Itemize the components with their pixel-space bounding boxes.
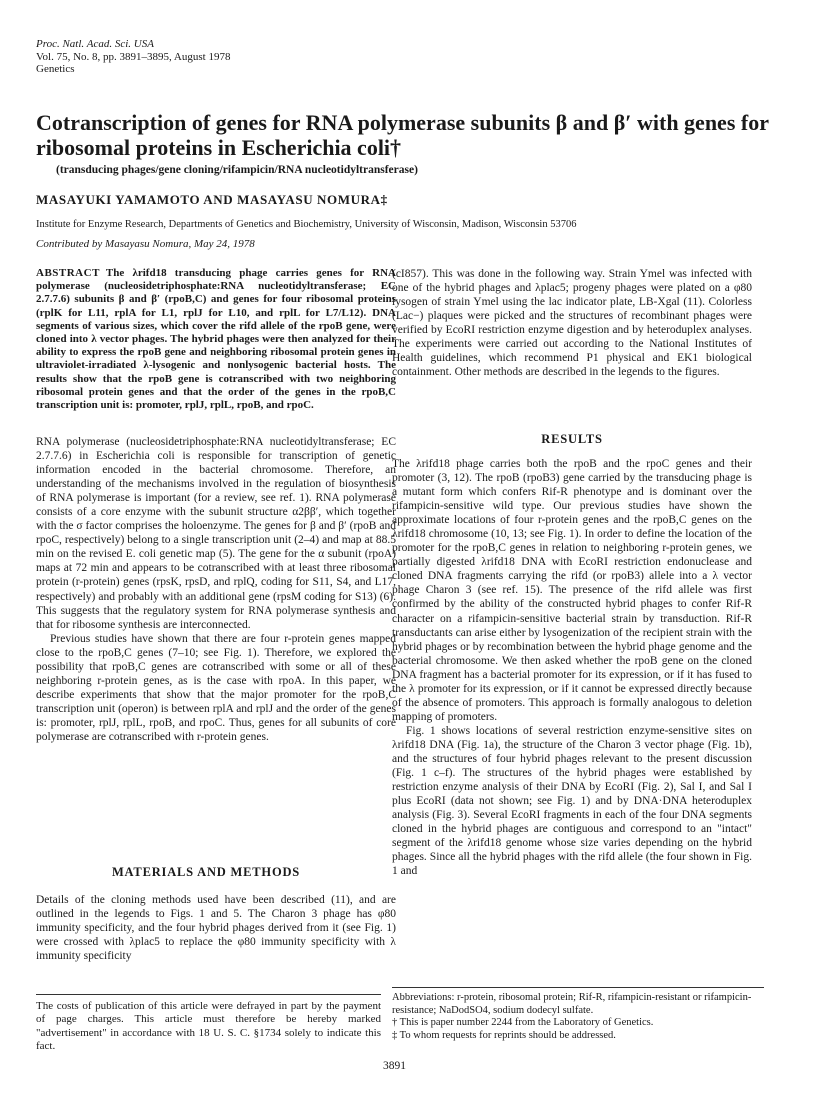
introduction bbox=[36, 435, 396, 744]
results-text bbox=[392, 457, 752, 878]
abstract-label: ABSTRACT bbox=[36, 267, 100, 279]
page-number: 3891 bbox=[383, 1060, 406, 1072]
publication-cost-footnote: The costs of publication of this article were defrayed in part by the payment of page charges. This article must therefore be hereby marked "advertisement" in accordance with 18 U. S. C. §1734 solely to indicate this fact. bbox=[36, 1000, 381, 1052]
results-paragraph: The λrifd18 phage carries both the rpoB and the rpoC genes and their promoter (3, 12). The rpoB (rpoB3) gene carried by the transducing phage is a mutant form which confers Rif-R phenotype and is dominant over the rifampicin-sensitive wild type. Our previous studies have shown the approximate locations of four r-protein genes and the rpoB,C genes on the λrifd18 chromosome (10, 13; see Fig. 1). In order to define the location of the promoter for the rpoB,C genes in relation to neighboring r-protein genes, we partially digested λrifd18 DNA with EcoRI restriction endonuclease and cloned DNA fragments carrying the rifd (or rpoB3) allele into a λ vector phage Charon 3 (see ref. 15). The presence of the rifd allele was first confirmed by the ability of the constructed hybrid phages to confer Rif-R character on a rifampicin-sensitive bacterial strain by transduction. Rif-R transductants can arise either by lysogenization of the recipient strain with the hybrid phages or by recombination between the hybrid phage genome and the bacterial chromosome. We then asked whether the rpoB gene on the cloned DNA fragment has a bacterial promoter for its expression, or if it has fused to the λ promoter for its expression, or if it cannot be expressed directly because of the absence of promoters. This approach is formally analogous to deletion mapping of promoters. bbox=[392, 458, 752, 723]
journal-name: Proc. Natl. Acad. Sci. USA bbox=[36, 38, 154, 50]
methods-text bbox=[36, 893, 396, 963]
methods-continued-paragraph: (cI857). This was done in the following way. Strain Ymel was infected with one of the hybrid phages and λplac5; progeny phages were plated on a φ80 lysogen of strain Ymel using the lac indicator plate, LB-Xgal (11). Colorless (Lac−) plaques were picked and the structures of recombinant phages were verified by EcoRI restriction enzyme digestion and by heteroduplex analyses. The experiments were carried out according to the National Institutes of Health guidelines, which recommend P1 physical and EK1 biological containment. Other methods are described in the legends to the figures. bbox=[392, 268, 752, 379]
intro-paragraph: RNA polymerase (nucleosidetriphosphate:RNA nucleotidyltransferase; EC 2.7.7.6) in Escherichia coli is responsible for transcription of genetic information encoded in the bacterial chromosome. Therefore, an understanding of the mechanisms involved in the regulation of biosynthesis of RNA polymerase is important (for a review, see ref. 1). RNA polymerase consists of a core enzyme with the subunit structure α2ββ′, which together with the σ factor comprises the holoenzyme. The genes for β and β′ (rpoB and rpoC, respectively) belong to a single transcription unit (2–4) and map at 88.5 min on the revised E. coli genetic map (5). The gene for the α subunit (rpoA) maps at 72 min and appears to be cotranscribed with at least three ribosomal protein (r-protein) genes (rpsK, rpsD, and rplQ, coding for S11, S4, and L17, respectively) and probably with an additional gene (rpsM coding for S13) (6). This suggests that the regulatory system for RNA polymerase synthesis and that for ribosome synthesis are interconnected. bbox=[36, 436, 396, 631]
results-paragraph: Fig. 1 shows locations of several restriction enzyme-sensitive sites on λrifd18 DNA (Fig. 1a), the structure of the Charon 3 vector phage (Fig. 1b), and the structures of four hybrid phages relevant to the present discussion (Fig. 1 c–f). The structures of the hybrid phages were established by restriction enzyme analysis of their DNA by EcoRI (Fig. 2), Sal I, and Sal I plus EcoRI (data not shown; see Fig. 1) and by DNA·DNA heteroduplex analysis (Fig. 3). Several EcoRI fragments in each of the four DNA segments cloned in the hybrid phages are contiguous and correspond to an "intact" segment of the λrifd18 genome whose size varies depending on the hybrid phages. Since all the hybrid phages with the rifd allele (the four shown in Fig. 1 and bbox=[392, 724, 752, 878]
journal-section: Genetics bbox=[36, 63, 75, 75]
article-title: Cotranscription of genes for RNA polymerase subunits β and β′ with genes for ribosomal proteins in Escherichia coli† bbox=[36, 110, 769, 160]
methods-paragraph: Details of the cloning methods used have been described (11), and are outlined in the legends to Figs. 1 and 5. The Charon 3 phage has φ80 immunity specificity, and the four hybrid phages derived from it (see Fig. 1) were crossed with λplac5 to replace the φ80 immunity specificity with λ immunity specificity bbox=[36, 894, 396, 963]
keywords: (transducing phages/gene cloning/rifampicin/RNA nucleotidyltransferase) bbox=[56, 164, 418, 176]
contributed-by: Contributed by Masayasu Nomura, May 24, 1978 bbox=[36, 238, 255, 250]
intro-paragraph: Previous studies have shown that there are four r-protein genes mapped close to the rpoB,C genes (7–10; see Fig. 1). Therefore, we explored the possibility that rpoB,C genes are cotranscribed with some or all of these neighboring r-protein genes, as is the case with rpoA. In this paper, we describe experiments that show that the major promoter for the rpoB,C transcription unit (operon) is between rplA and rplJ and the order of the genes is: promoter, rplJ, rplL, rpoB, and rpoC. Thus, genes for all subunits of core polymerase are cotranscribed with r-protein genes. bbox=[36, 632, 396, 743]
footnote-divider-left bbox=[36, 994, 381, 995]
journal-volume: Vol. 75, No. 8, pp. 3891–3895, August 1978 bbox=[36, 50, 231, 63]
abbreviations-footnote: Abbreviations: r-protein, ribosomal protein; Rif-R, rifampicin-resistant or rifampicin-resistance; NaDodSO4, sodium dodecyl sulfate. bbox=[392, 992, 752, 1016]
methods-heading: MATERIALS AND METHODS bbox=[111, 865, 301, 879]
journal-citation bbox=[36, 38, 230, 76]
double-dagger-footnote: ‡ To whom requests for reprints should be addressed. bbox=[392, 1030, 616, 1042]
footnote-divider-right bbox=[392, 987, 764, 988]
authors: MASAYUKI YAMAMOTO AND MASAYASU NOMURA‡ bbox=[36, 192, 388, 207]
dagger-footnote: † This is paper number 2244 from the Laboratory of Genetics. bbox=[392, 1017, 654, 1029]
methods-continued bbox=[392, 267, 752, 379]
abstract bbox=[36, 267, 396, 412]
affiliation: Institute for Enzyme Research, Departments of Genetics and Biochemistry, University of Wisconsin, Madison, Wisconsin 53706 bbox=[36, 219, 577, 230]
footnotes-right bbox=[392, 992, 764, 1043]
results-heading: RESULTS bbox=[541, 432, 603, 446]
abstract-text: The λrifd18 transducing phage carries genes for RNA polymerase (nucleosidetriphosphate:RNA nucleotidyltransferase; EC 2.7.7.6) subunits β and β′ (rpoB,C) and genes for four ribosomal proteins (rplK for L11, rplA for L1, rplJ for L10, and rplL for L7/L12). DNA segments of various sizes, which cover the rifd allele of the rpoB gene, were cloned into λ vector phages. The hybrid phages were then analyzed for their ability to express the rpoB gene and neighboring ribosomal protein genes in ultraviolet-irradiated λ-lysogenic and nonlysogenic bacterial hosts. The results show that the rpoB gene is cotranscribed with two neighboring ribosomal protein genes and that the order of the genes in the rpoB,C transcription unit is: promoter, rplJ, rplL, rpoB, and rpoC. bbox=[36, 267, 396, 412]
